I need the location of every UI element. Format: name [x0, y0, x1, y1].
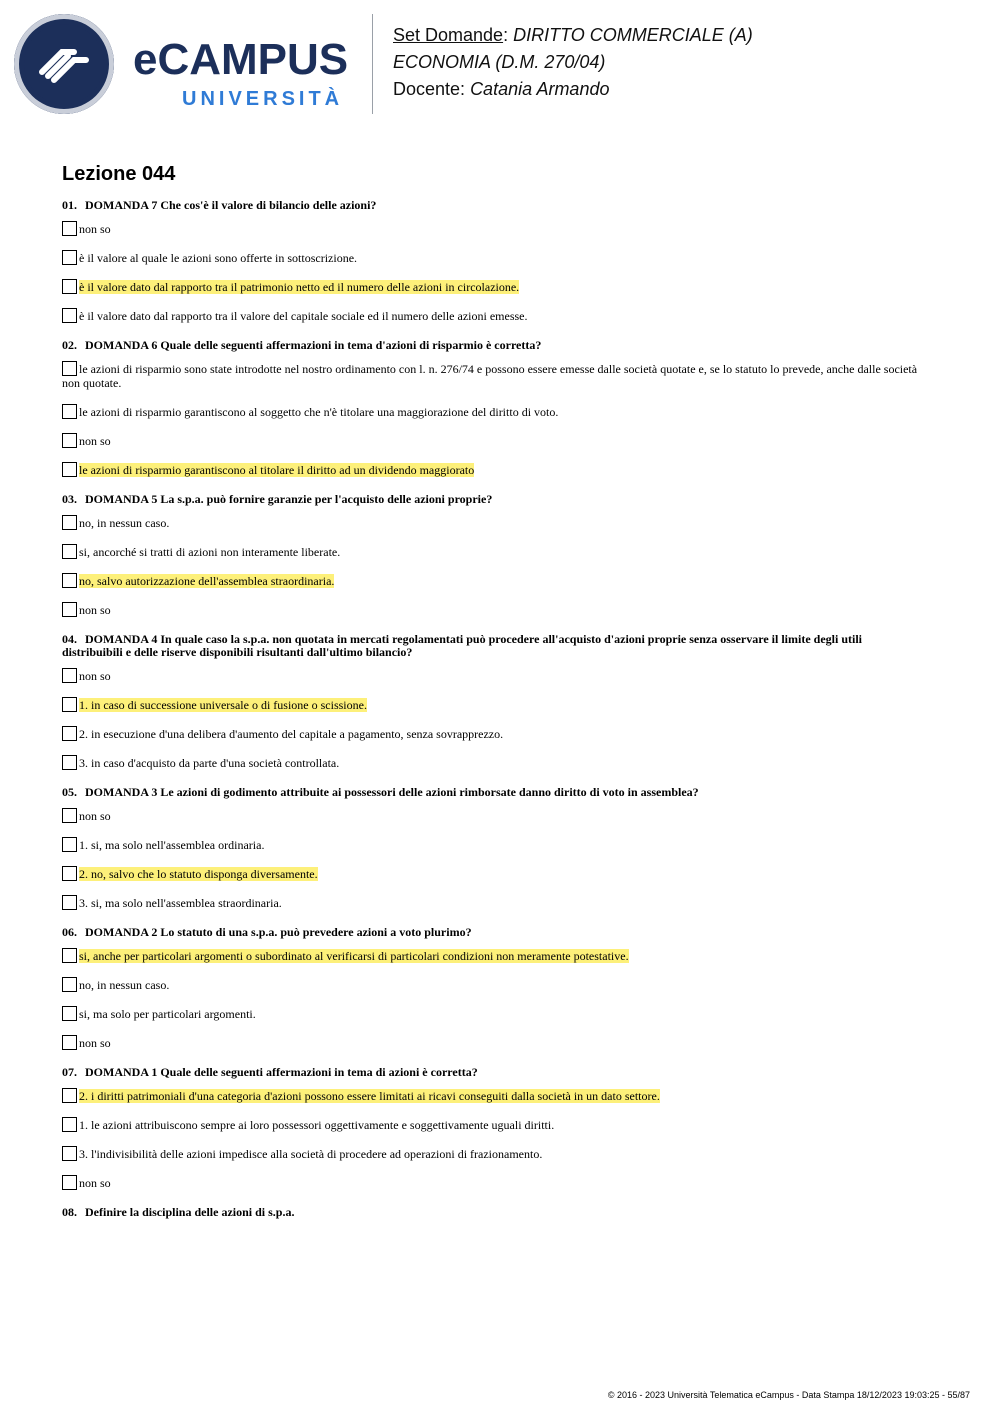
answer-label: si, ma solo per particolari argomenti. [79, 1007, 256, 1021]
question-8 [62, 1206, 922, 1219]
question-list [62, 199, 922, 1219]
answer-option[interactable] [62, 1117, 922, 1132]
answer-checkbox[interactable] [62, 1175, 77, 1190]
answer-checkbox[interactable] [62, 668, 77, 683]
answer-option[interactable] [62, 250, 922, 265]
answer-label: le azioni di risparmio sono state introdotte nel nostro ordinamento con l. n. 276/74 e possono essere emesse dalle società quotate e, se lo statuto lo prevede, anche dalle società non quotate. [62, 362, 918, 390]
answer-label: 3. l'indivisibilità delle azioni impedisce alla società di procedere ad operazioni di frazionamento. [79, 1147, 543, 1161]
answer-option[interactable] [62, 279, 922, 294]
answer-option[interactable] [62, 433, 922, 448]
answer-label: non so [79, 1176, 111, 1190]
ecampus-logo-icon [14, 14, 114, 114]
answer-option[interactable] [62, 948, 922, 963]
answer-label: no, in nessun caso. [79, 516, 170, 530]
question-label: DOMANDA 2 Lo statuto di una s.p.a. può prevedere azioni a voto plurimo? [85, 925, 472, 939]
answer-option[interactable] [62, 1175, 922, 1190]
question-5 [62, 786, 922, 910]
answer-checkbox[interactable] [62, 1146, 77, 1161]
question-number: 08. [62, 1205, 77, 1219]
answer-option[interactable] [62, 837, 922, 852]
answer-option[interactable] [62, 668, 922, 683]
answer-label: non so [79, 603, 111, 617]
question-label: DOMANDA 1 Quale delle seguenti affermazioni in tema di azioni è corretta? [85, 1065, 478, 1079]
answer-checkbox[interactable] [62, 837, 77, 852]
answer-option[interactable] [62, 573, 922, 588]
answer-label: non so [79, 1036, 111, 1050]
answer-checkbox[interactable] [62, 948, 77, 963]
teacher-name: Catania Armando [470, 79, 610, 99]
question-label: DOMANDA 6 Quale delle seguenti affermazioni in tema d'azioni di risparmio è corretta? [85, 338, 542, 352]
question-2 [62, 339, 922, 477]
answer-label: 3. in caso d'acquisto da parte d'una società controllata. [79, 756, 340, 770]
answer-label: no, in nessun caso. [79, 978, 170, 992]
answer-checkbox[interactable] [62, 755, 77, 770]
answer-option[interactable] [62, 1035, 922, 1050]
header-divider [372, 14, 373, 114]
answer-checkbox[interactable] [62, 895, 77, 910]
answer-label: 1. le azioni attribuiscono sempre ai loro possessori oggettivamente e soggettivamente uguali diritti. [79, 1118, 555, 1132]
answer-label: è il valore al quale le azioni sono offerte in sottoscrizione. [79, 251, 358, 265]
answer-checkbox[interactable] [62, 1006, 77, 1021]
answer-checkbox[interactable] [62, 462, 77, 477]
answer-checkbox[interactable] [62, 361, 77, 376]
answer-label: 2. in esecuzione d'una delibera d'aumento del capitale a pagamento, senza sovrapprezzo. [79, 727, 504, 741]
answer-checkbox[interactable] [62, 515, 77, 530]
answer-label: le azioni di risparmio garantiscono al soggetto che n'è titolare una maggiorazione del diritto di voto. [79, 405, 559, 419]
answer-checkbox[interactable] [62, 1088, 77, 1103]
question-label: DOMANDA 4 In quale caso la s.p.a. non quotata in mercati regolamentati può procedere all'acquisto d'azioni proprie senza osservare il limite degli utili distribuibili e delle riserve disponibili risultanti dall'ultimo bilancio? [62, 632, 862, 659]
question-number: 04. [62, 632, 77, 646]
answer-label: non so [79, 669, 111, 683]
question-label: DOMANDA 5 La s.p.a. può fornire garanzie per l'acquisto delle azioni proprie? [85, 492, 493, 506]
answer-option[interactable] [62, 755, 922, 770]
answer-checkbox[interactable] [62, 977, 77, 992]
course-program: ECONOMIA (D.M. 270/04) [393, 52, 606, 72]
answer-label: 2. no, salvo che lo statuto disponga diversamente. [79, 867, 318, 881]
answer-checkbox[interactable] [62, 279, 77, 294]
answer-option[interactable] [62, 1146, 922, 1161]
answer-option[interactable] [62, 515, 922, 530]
answer-option[interactable] [62, 221, 922, 236]
question-7 [62, 1066, 922, 1190]
question-number: 01. [62, 198, 77, 212]
answer-label: non so [79, 434, 111, 448]
answer-option[interactable] [62, 544, 922, 559]
question-text [62, 633, 922, 659]
question-text [62, 339, 922, 352]
teacher-label: Docente: [393, 79, 466, 99]
question-text [62, 786, 922, 799]
answer-option[interactable] [62, 602, 922, 617]
answer-checkbox[interactable] [62, 573, 77, 588]
answer-checkbox[interactable] [62, 808, 77, 823]
answer-label: 3. si, ma solo nell'assemblea straordinaria. [79, 896, 282, 910]
answer-label: 1. si, ma solo nell'assemblea ordinaria. [79, 838, 265, 852]
answer-label: si, ancorché si tratti di azioni non interamente liberate. [79, 545, 341, 559]
question-4 [62, 633, 922, 770]
answer-label: si, anche per particolari argomenti o subordinato al verificarsi di particolari condizioni non meramente potestative. [79, 949, 629, 963]
question-number: 06. [62, 925, 77, 939]
question-label: Definire la disciplina delle azioni di s.p.a. [85, 1205, 295, 1219]
answer-label: le azioni di risparmio garantiscono al titolare il diritto ad un dividendo maggiorato [79, 463, 475, 477]
set-label: Set Domande [393, 25, 504, 45]
question-number: 02. [62, 338, 77, 352]
answer-option[interactable] [62, 361, 922, 390]
answer-checkbox[interactable] [62, 404, 77, 419]
answer-option[interactable] [62, 404, 922, 419]
question-text [62, 1066, 922, 1079]
question-number: 05. [62, 785, 77, 799]
answer-option[interactable] [62, 1006, 922, 1021]
answer-checkbox[interactable] [62, 1035, 77, 1050]
answer-label: è il valore dato dal rapporto tra il patrimonio netto ed il numero delle azioni in circolazione. [79, 280, 520, 294]
answer-option[interactable] [62, 462, 922, 477]
answer-checkbox[interactable] [62, 433, 77, 448]
question-1 [62, 199, 922, 323]
page-header [0, 0, 1000, 130]
lesson-title: Lezione 044 [62, 163, 176, 185]
question-text [62, 1206, 922, 1219]
question-text [62, 493, 922, 506]
course-info: Set Domande: DIRITTO COMMERCIALE (A) ECONOMIA (D.M. 270/04) Docente: Catania Armando [393, 25, 753, 99]
answer-option[interactable] [62, 697, 922, 712]
answer-label: non so [79, 809, 111, 823]
answer-checkbox[interactable] [62, 866, 77, 881]
page-footer: © 2016 - 2023 Università Telematica eCampus - Data Stampa 18/12/2023 19:03:25 - 55/87 [607, 1390, 970, 1400]
question-number: 03. [62, 492, 77, 506]
question-label: DOMANDA 3 Le azioni di godimento attribuite ai possessori delle azioni rimborsate danno diritto di voto in assemblea? [85, 785, 699, 799]
question-6 [62, 926, 922, 1050]
answer-checkbox[interactable] [62, 544, 77, 559]
answer-option[interactable] [62, 808, 922, 823]
answer-option[interactable] [62, 726, 922, 741]
answer-checkbox[interactable] [62, 697, 77, 712]
answer-option[interactable] [62, 1088, 922, 1103]
question-set [62, 162, 922, 1235]
answer-checkbox[interactable] [62, 726, 77, 741]
answer-checkbox[interactable] [62, 250, 77, 265]
answer-checkbox[interactable] [62, 602, 77, 617]
question-number: 07. [62, 1065, 77, 1079]
answer-option[interactable] [62, 977, 922, 992]
answer-label: 1. in caso di successione universale o di fusione o scissione. [79, 698, 367, 712]
question-text [62, 926, 922, 939]
answer-option[interactable] [62, 895, 922, 910]
course-name: DIRITTO COMMERCIALE (A) [513, 25, 753, 45]
answer-label: è il valore dato dal rapporto tra il valore del capitale sociale ed il numero delle azioni emesse. [79, 309, 528, 323]
answer-label: no, salvo autorizzazione dell'assemblea straordinaria. [79, 574, 335, 588]
answer-checkbox[interactable] [62, 308, 77, 323]
answer-checkbox[interactable] [62, 1117, 77, 1132]
answer-checkbox[interactable] [62, 221, 77, 236]
question-text [62, 199, 922, 212]
answer-label: non so [79, 222, 111, 236]
question-3 [62, 493, 922, 617]
answer-option[interactable] [62, 866, 922, 881]
question-label: DOMANDA 7 Che cos'è il valore di bilancio delle azioni? [85, 198, 377, 212]
logo-wordmark: eCAMPUS [133, 35, 349, 84]
answer-option[interactable] [62, 308, 922, 323]
answer-label: 2. i diritti patrimoniali d'una categoria d'azioni possono essere limitati ai ricavi conseguiti dalla società in un dato settore. [79, 1089, 660, 1103]
logo-subtitle: UNIVERSITÀ [182, 88, 344, 110]
